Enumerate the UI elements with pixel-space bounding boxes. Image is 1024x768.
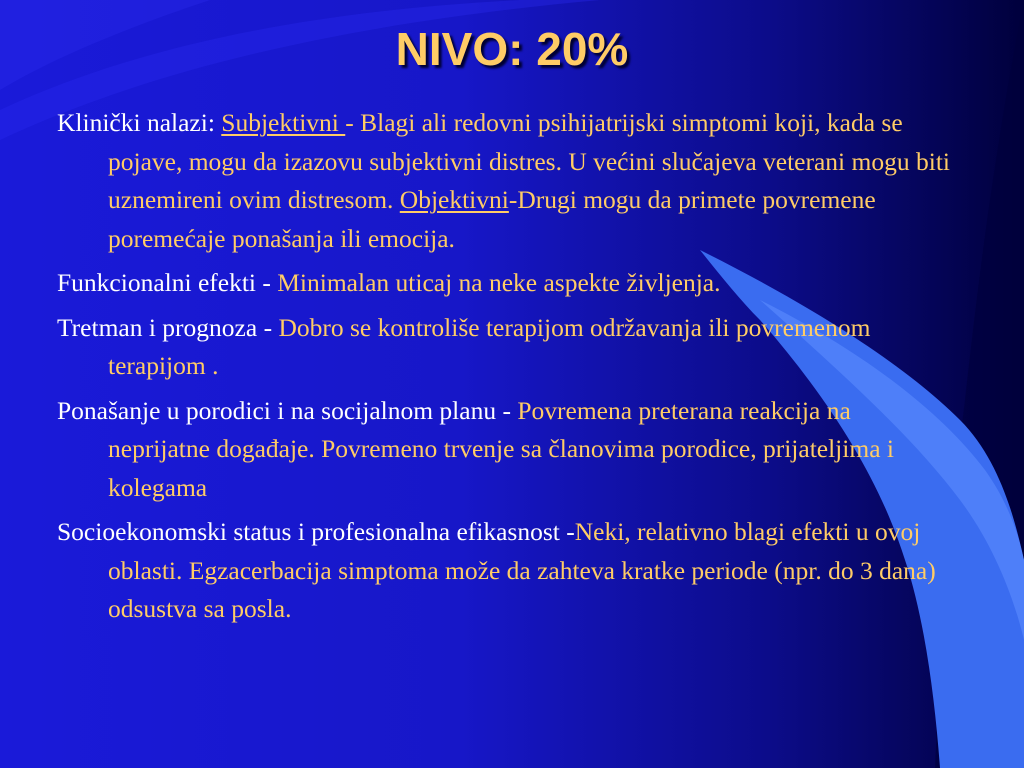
paragraph-description: Povremena preterana reakcija na neprijatne događaje. Povremeno trvenje sa članovima porodice, prijateljima i kolegama bbox=[108, 395, 894, 502]
paragraph-description-2: -Drugi mogu da primete povremene poremećaje ponašanja ili emocija. bbox=[108, 185, 876, 253]
paragraph-label: Socioekonomski status i profesionalna efikasnost - bbox=[57, 517, 575, 546]
paragraph-treatment-prognosis bbox=[57, 309, 952, 386]
paragraph-clinical-findings bbox=[57, 104, 952, 258]
objective-term: Objektivni bbox=[399, 185, 509, 214]
slide-title: NIVO: 20% bbox=[395, 23, 629, 75]
paragraph-description: Minimalan uticaj na neke aspekte življenja. bbox=[277, 268, 721, 297]
subjective-term: Subjektivni bbox=[221, 108, 346, 137]
paragraph-family-social bbox=[57, 392, 952, 508]
paragraph-description: Neki, relativno blagi efekti u ovoj oblasti. Egzacerbacija simptoma može da zahteva kratke periode (npr. do 3 dana) odsustva sa posla. bbox=[108, 517, 936, 623]
paragraph-description: Dobro se kontroliše terapijom održavanja ili povremenom terapijom . bbox=[108, 312, 871, 380]
paragraph-label: Klinički nalazi: bbox=[57, 108, 222, 137]
paragraph-description: - Blagi ali redovni psihijatrijski simptomi koji, kada se pojave, mogu da izazovu subjektivni distres. U većini slučajeva veterani mogu biti uznemireni ovim distresom. bbox=[108, 108, 950, 214]
paragraph-functional-effects bbox=[57, 264, 952, 303]
paragraph-label: Tretman i prognoza - bbox=[57, 312, 279, 342]
paragraph-label: Funkcionalni efekti - bbox=[57, 268, 278, 297]
bullet-list bbox=[57, 104, 952, 629]
paragraph-label: Ponašanje u porodici i na socijalnom planu - bbox=[57, 395, 518, 425]
paragraph-socioeconomic bbox=[57, 513, 952, 629]
